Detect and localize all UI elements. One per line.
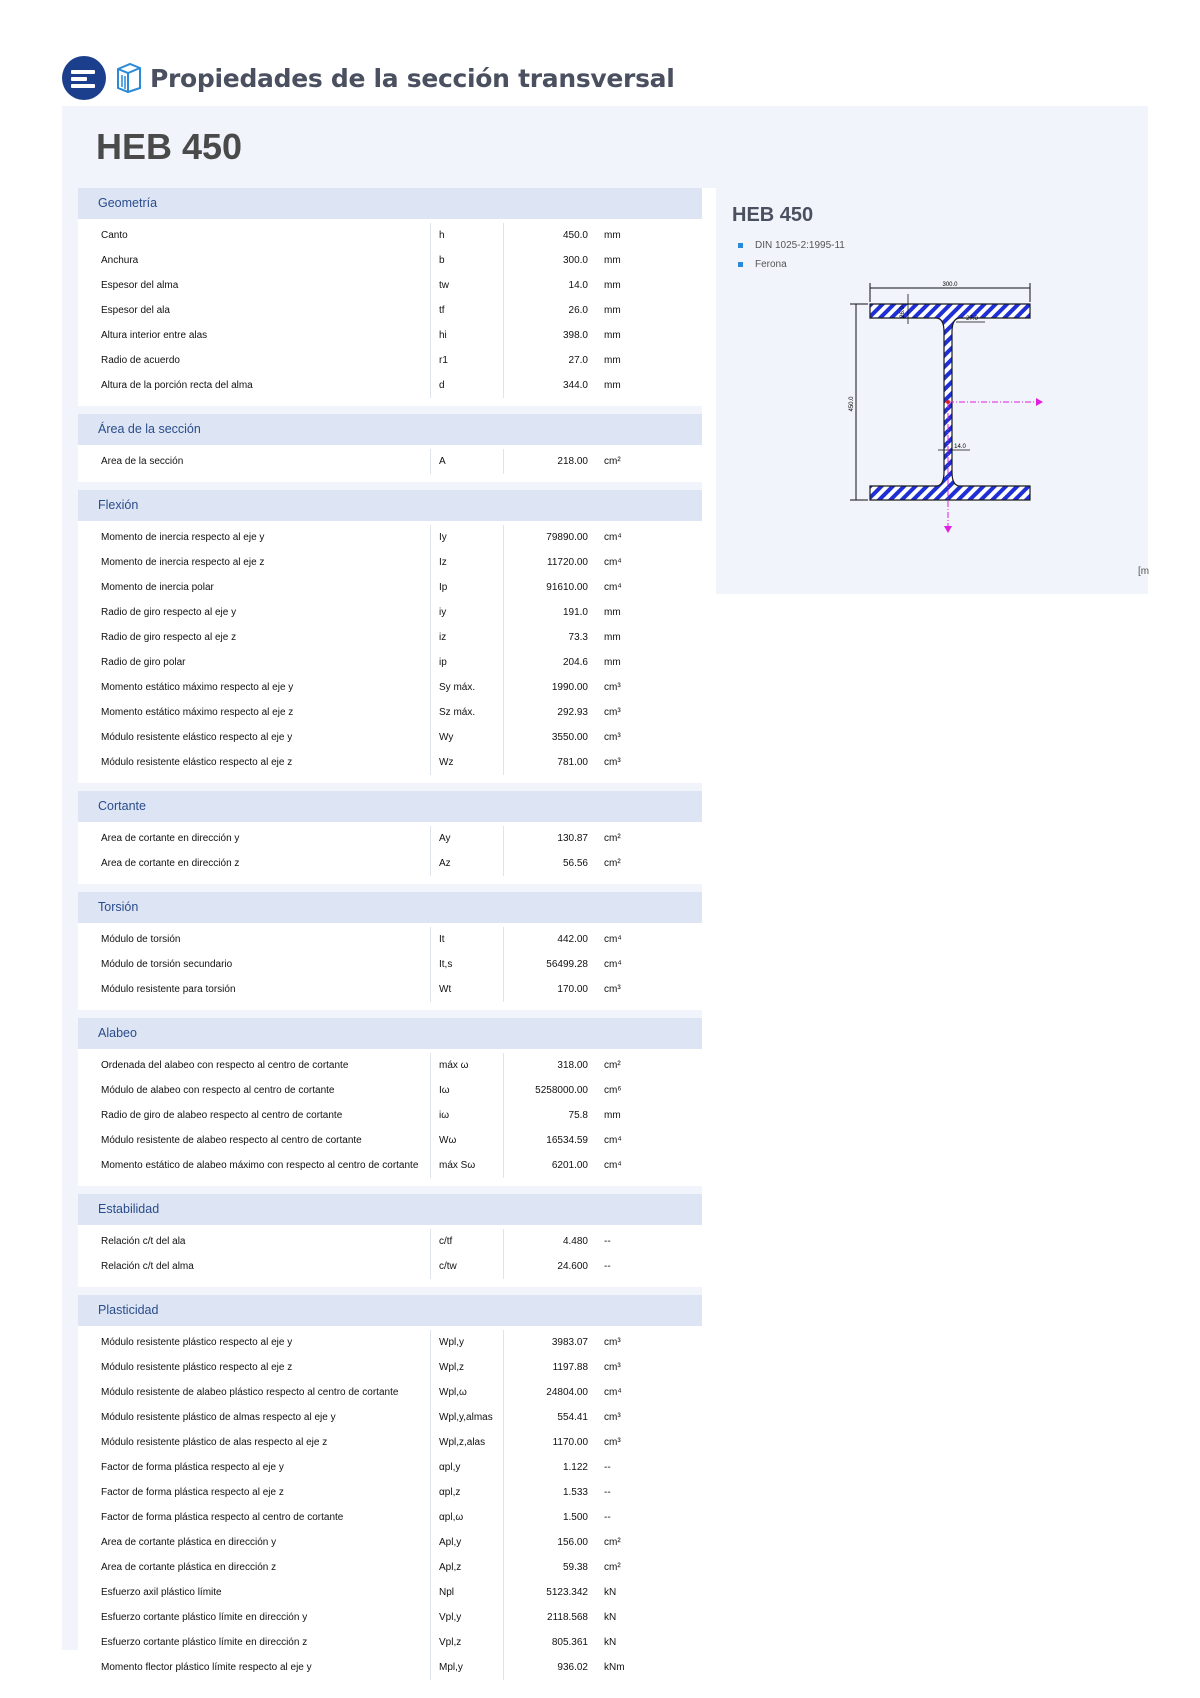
property-label: Módulo de alabeo con respecto al centro de cortante (101, 1085, 335, 1096)
standards-list (738, 236, 845, 274)
table-row (78, 1555, 702, 1580)
property-symbol: Ay (430, 826, 504, 851)
app-logo-icon (62, 56, 106, 100)
section-header: Alabeo (78, 1018, 702, 1049)
table-row (78, 298, 702, 323)
property-symbol: r1 (430, 348, 504, 373)
dim-width-label: 300.0 (942, 282, 958, 288)
property-symbol: iω (430, 1103, 504, 1128)
property-label: Momento flector plástico límite respecto al eje y (101, 1662, 312, 1673)
table-row (78, 1078, 702, 1103)
property-unit: cm⁴ (604, 582, 622, 593)
property-symbol: It (430, 927, 504, 952)
property-symbol: Sy máx. (430, 675, 504, 700)
section-header: Área de la sección (78, 414, 702, 445)
property-value: 936.02 (557, 1662, 588, 1673)
property-unit: cm³ (604, 1437, 621, 1448)
property-label: Momento de inercia respecto al eje z (101, 557, 265, 568)
property-value: 73.3 (568, 632, 588, 643)
table-row (78, 1505, 702, 1530)
property-unit: cm² (604, 456, 621, 467)
property-symbol: iy (430, 600, 504, 625)
property-value: 318.00 (557, 1060, 588, 1071)
table-row (78, 1254, 702, 1279)
property-value: 300.0 (562, 255, 588, 266)
property-unit: mm (604, 355, 621, 366)
property-unit: cm⁶ (604, 1085, 622, 1096)
table-row (78, 1655, 702, 1680)
table-row (78, 750, 702, 775)
property-value: 14.0 (568, 280, 588, 291)
property-symbol: Iz (430, 550, 504, 575)
property-value: 26.0 (568, 305, 588, 316)
table-row (78, 952, 702, 977)
property-value: 554.41 (557, 1412, 588, 1423)
property-symbol: Mpl,y (430, 1655, 504, 1680)
property-unit: -- (604, 1462, 611, 1473)
property-value: 1.500 (562, 1512, 588, 1523)
section-body (78, 445, 702, 482)
property-symbol: Vpl,y (430, 1605, 504, 1630)
property-unit: cm³ (604, 1362, 621, 1373)
property-value: 1.122 (562, 1462, 588, 1473)
y-axis-arrow-icon (1036, 398, 1043, 406)
property-value: 1197.88 (552, 1362, 588, 1373)
table-row (78, 650, 702, 675)
table-row (78, 675, 702, 700)
property-symbol: iz (430, 625, 504, 650)
property-unit: cm³ (604, 732, 621, 743)
property-symbol: Vpl,z (430, 1630, 504, 1655)
property-label: Factor de forma plástica respecto al eje z (101, 1487, 284, 1498)
section-header: Flexión (78, 490, 702, 521)
property-label: Momento estático de alabeo máximo con respecto al centro de cortante (101, 1160, 419, 1171)
property-unit: cm⁴ (604, 1135, 622, 1146)
property-label: Factor de forma plástica respecto al eje y (101, 1462, 284, 1473)
section-header: Estabilidad (78, 1194, 702, 1225)
manufacturer-label: Ferona (755, 259, 787, 270)
property-label: Radio de giro de alabeo respecto al centro de cortante (101, 1110, 343, 1121)
property-unit: cm³ (604, 757, 621, 768)
property-symbol: b (430, 248, 504, 273)
property-symbol: Sz máx. (430, 700, 504, 725)
property-symbol: Wpl,y (430, 1330, 504, 1355)
property-unit: -- (604, 1236, 611, 1247)
table-row (78, 1580, 702, 1605)
property-unit: mm (604, 607, 621, 618)
property-symbol: c/tf (430, 1229, 504, 1254)
property-label: Radio de giro polar (101, 657, 186, 668)
property-unit: cm² (604, 1562, 621, 1573)
section-header: Plasticidad (78, 1295, 702, 1326)
property-unit: cm³ (604, 984, 621, 995)
property-unit: cm⁴ (604, 557, 622, 568)
table-row (78, 248, 702, 273)
property-unit: cm³ (604, 1412, 621, 1423)
property-symbol: Wpl,y,almas (430, 1405, 504, 1430)
property-symbol: Ip (430, 575, 504, 600)
property-value: 16534.59 (546, 1135, 588, 1146)
property-symbol: máx ω (430, 1053, 504, 1078)
property-symbol: Wpl,ω (430, 1380, 504, 1405)
table-row (78, 1430, 702, 1455)
property-label: Altura de la porción recta del alma (101, 380, 253, 391)
property-label: Módulo resistente plástico de alas respecto al eje z (101, 1437, 328, 1448)
property-label: Módulo de torsión (101, 934, 181, 945)
property-label: Momento de inercia polar (101, 582, 214, 593)
property-label: Radio de giro respecto al eje z (101, 632, 237, 643)
property-value: 1990.00 (551, 682, 588, 693)
property-label: Esfuerzo cortante plástico límite en dirección y (101, 1612, 308, 1623)
table-row (78, 625, 702, 650)
property-label: Esfuerzo axil plástico límite (101, 1587, 222, 1598)
property-unit: cm² (604, 1537, 621, 1548)
property-value: 6201.00 (551, 1160, 588, 1171)
section-body (78, 923, 702, 1010)
dim-flange-label: 26.0 (900, 306, 906, 318)
property-value: 2118.568 (547, 1612, 588, 1623)
table-row (78, 1229, 702, 1254)
drawing-section-name: HEB 450 (732, 204, 814, 226)
property-unit: cm³ (604, 682, 621, 693)
property-unit: mm (604, 230, 621, 241)
section-body (78, 1225, 702, 1287)
property-value: 3550.00 (551, 732, 588, 743)
property-label: Área de cortante en dirección z (101, 858, 240, 869)
section-body (78, 219, 702, 406)
section-name: HEB 450 (96, 126, 243, 167)
property-label: Módulo resistente plástico respecto al eje y (101, 1337, 293, 1348)
section-body (78, 1049, 702, 1186)
table-row (78, 700, 702, 725)
property-value: 130.87 (557, 833, 588, 844)
table-row (78, 1605, 702, 1630)
table-row (78, 323, 702, 348)
page-header (62, 52, 675, 104)
property-label: Espesor del alma (101, 280, 179, 291)
property-unit: cm² (604, 1060, 621, 1071)
property-label: Área de cortante plástica en dirección z (101, 1562, 277, 1573)
property-label: Altura interior entre alas (101, 330, 208, 341)
property-symbol: A (430, 449, 504, 474)
table-row (78, 927, 702, 952)
property-value: 59.38 (562, 1562, 588, 1573)
z-axis-arrow-icon (944, 526, 952, 533)
dim-height-label: 450.0 (849, 396, 855, 412)
property-symbol: tw (430, 273, 504, 298)
properties-table (78, 188, 702, 1696)
property-symbol: αpl,z (430, 1480, 504, 1505)
property-label: Área de la sección (101, 456, 184, 467)
table-row (78, 373, 702, 398)
property-value: 450.0 (562, 230, 588, 241)
table-row (78, 525, 702, 550)
property-label: Módulo resistente elástico respecto al eje z (101, 757, 293, 768)
property-label: Área de cortante plástica en dirección y (101, 1537, 277, 1548)
property-value: 11720.00 (547, 557, 588, 568)
list-item (738, 236, 845, 255)
property-label: Módulo resistente para torsión (101, 984, 236, 995)
bullet-icon (738, 262, 743, 267)
property-unit: mm (604, 305, 621, 316)
property-value: 5123.342 (546, 1587, 588, 1598)
table-row (78, 1128, 702, 1153)
property-symbol: Wz (430, 750, 504, 775)
table-row (78, 1103, 702, 1128)
table-row (78, 223, 702, 248)
property-label: Momento de inercia respecto al eje y (101, 532, 265, 543)
property-value: 75.8 (568, 1110, 588, 1121)
property-unit: -- (604, 1512, 611, 1523)
property-value: 56.56 (562, 858, 588, 869)
dim-radius-label: 27.0 (966, 316, 978, 322)
property-value: 805.361 (551, 1637, 588, 1648)
property-unit: cm⁴ (604, 1160, 622, 1171)
property-unit: cm⁴ (604, 959, 622, 970)
property-label: Esfuerzo cortante plástico límite en dirección z (101, 1637, 308, 1648)
property-value: 27.0 (568, 355, 588, 366)
property-unit: mm (604, 632, 621, 643)
property-value: 5258000.00 (535, 1085, 588, 1096)
property-symbol: αpl,ω (430, 1505, 504, 1530)
section-header: Cortante (78, 791, 702, 822)
table-row (78, 575, 702, 600)
property-label: Factor de forma plástica respecto al centro de cortante (101, 1512, 344, 1523)
property-value: 156.00 (557, 1537, 588, 1548)
property-label: Radio de giro respecto al eje y (101, 607, 237, 618)
dim-web-label: 14.0 (954, 444, 966, 450)
property-unit: mm (604, 330, 621, 341)
property-value: 204.6 (562, 657, 588, 668)
property-unit: -- (604, 1487, 611, 1498)
property-unit: kNm (604, 1662, 625, 1673)
list-item (738, 255, 845, 274)
section-body (78, 521, 702, 783)
property-unit: cm² (604, 858, 621, 869)
property-value: 4.480 (562, 1236, 588, 1247)
table-row (78, 1330, 702, 1355)
property-unit: cm⁴ (604, 934, 622, 945)
cross-section-icon (114, 61, 144, 95)
property-unit: cm⁴ (604, 532, 622, 543)
property-unit: -- (604, 1261, 611, 1272)
property-symbol: d (430, 373, 504, 398)
section-header: Geometría (78, 188, 702, 219)
section-body (78, 1326, 702, 1688)
property-value: 1.533 (562, 1487, 588, 1498)
table-row (78, 1480, 702, 1505)
property-label: Espesor del ala (101, 305, 170, 316)
property-symbol: h (430, 223, 504, 248)
table-row (78, 449, 702, 474)
section-header: Torsión (78, 892, 702, 923)
property-symbol: Wω (430, 1128, 504, 1153)
property-value: 170.00 (557, 984, 588, 995)
section-drawing (840, 276, 1060, 576)
table-row (78, 348, 702, 373)
property-label: Anchura (101, 255, 139, 266)
property-symbol: hi (430, 323, 504, 348)
property-unit: kN (604, 1612, 617, 1623)
property-unit: mm (604, 1110, 621, 1121)
property-value: 24.600 (557, 1261, 588, 1272)
table-row (78, 1405, 702, 1430)
property-unit: cm⁴ (604, 1387, 622, 1398)
table-row (78, 725, 702, 750)
table-row (78, 1455, 702, 1480)
table-row (78, 1380, 702, 1405)
property-symbol: ip (430, 650, 504, 675)
property-symbol: Wpl,z (430, 1355, 504, 1380)
property-symbol: máx Sω (430, 1153, 504, 1178)
property-value: 781.00 (557, 757, 588, 768)
property-unit: cm³ (604, 1337, 621, 1348)
property-unit: cm³ (604, 707, 621, 718)
property-symbol: c/tw (430, 1254, 504, 1279)
property-symbol: Npl (430, 1580, 504, 1605)
table-row (78, 1053, 702, 1078)
table-row (78, 851, 702, 876)
property-unit: mm (604, 280, 621, 291)
property-label: Momento estático máximo respecto al eje z (101, 707, 294, 718)
property-label: Ordenada del alabeo con respecto al centro de cortante (101, 1060, 349, 1071)
page-title: Propiedades de la sección transversal (150, 63, 675, 93)
property-label: Módulo de torsión secundario (101, 959, 233, 970)
table-row (78, 600, 702, 625)
property-label: Canto (101, 230, 128, 241)
property-value: 398.0 (562, 330, 588, 341)
property-symbol: αpl,y (430, 1455, 504, 1480)
property-symbol: Wpl,z,alas (430, 1430, 504, 1455)
table-row (78, 550, 702, 575)
section-body (78, 822, 702, 884)
property-value: 191.0 (562, 607, 588, 618)
property-label: Área de cortante en dirección y (101, 833, 240, 844)
property-symbol: Az (430, 851, 504, 876)
property-symbol: Wy (430, 725, 504, 750)
table-row (78, 1530, 702, 1555)
property-label: Módulo resistente de alabeo plástico respecto al centro de cortante (101, 1387, 399, 1398)
property-symbol: Apl,y (430, 1530, 504, 1555)
property-symbol: It,s (430, 952, 504, 977)
property-unit: mm (604, 657, 621, 668)
property-symbol: Iω (430, 1078, 504, 1103)
property-value: 292.93 (557, 707, 588, 718)
property-unit: kN (604, 1637, 617, 1648)
property-label: Momento estático máximo respecto al eje y (101, 682, 294, 693)
property-value: 56499.28 (546, 959, 588, 970)
property-label: Radio de acuerdo (101, 355, 180, 366)
property-value: 218.00 (557, 456, 588, 467)
property-label: Relación c/t del alma (101, 1261, 194, 1272)
table-row (78, 273, 702, 298)
property-value: 442.00 (557, 934, 588, 945)
property-symbol: Apl,z (430, 1555, 504, 1580)
property-symbol: Wt (430, 977, 504, 1002)
property-label: Módulo resistente de alabeo respecto al centro de cortante (101, 1135, 362, 1146)
property-unit: mm (604, 380, 621, 391)
property-value: 3983.07 (551, 1337, 588, 1348)
property-symbol: Iy (430, 525, 504, 550)
property-value: 344.0 (562, 380, 588, 391)
property-symbol: tf (430, 298, 504, 323)
unit-hint: [m (1138, 566, 1150, 577)
property-value: 91610.00 (546, 582, 588, 593)
property-label: Módulo resistente elástico respecto al eje y (101, 732, 293, 743)
table-row (78, 1153, 702, 1178)
section-name-band (62, 106, 1148, 188)
property-unit: mm (604, 255, 621, 266)
property-label: Módulo resistente plástico de almas respecto al eje y (101, 1412, 336, 1423)
standard-label: DIN 1025-2:1995-11 (755, 240, 845, 251)
table-row (78, 977, 702, 1002)
property-unit: cm² (604, 833, 621, 844)
property-value: 1170.00 (552, 1437, 588, 1448)
property-unit: kN (604, 1587, 617, 1598)
property-value: 79890.00 (546, 532, 588, 543)
property-label: Relación c/t del ala (101, 1236, 186, 1247)
property-value: 24804.00 (546, 1387, 588, 1398)
bullet-icon (738, 243, 743, 248)
table-row (78, 826, 702, 851)
table-row (78, 1630, 702, 1655)
property-label: Módulo resistente plástico respecto al eje z (101, 1362, 293, 1373)
table-row (78, 1355, 702, 1380)
